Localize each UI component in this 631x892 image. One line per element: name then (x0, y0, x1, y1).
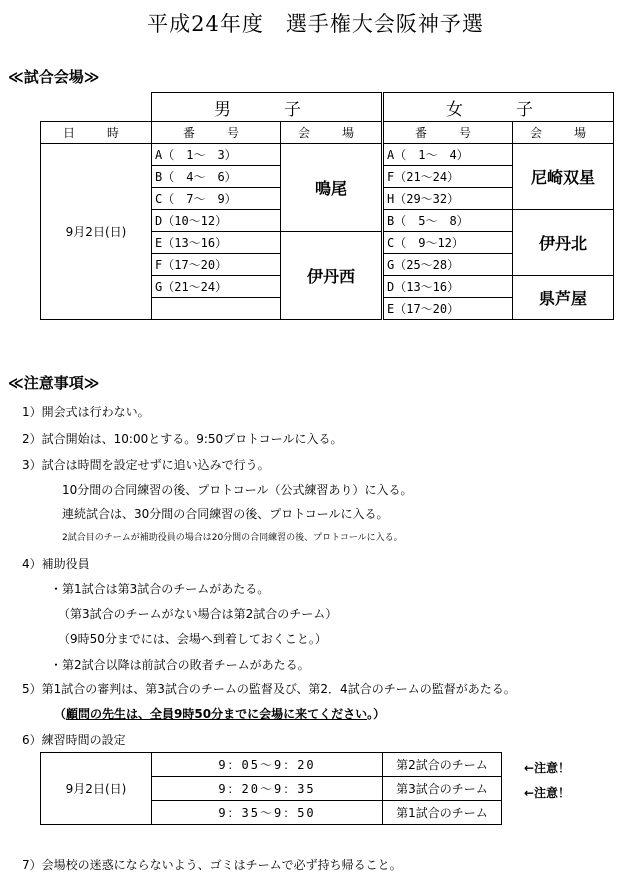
men-col-venue-header: 会 場 (281, 122, 383, 144)
match-date: 9月2日(日) (41, 144, 152, 320)
note-1: 1）開会式は行わない。 (22, 405, 150, 419)
women-group-row: E（17～20） (383, 298, 513, 320)
men-group-row: D（10～12） (152, 210, 281, 232)
col-date-header: 日 時 (41, 122, 152, 144)
practice-team: 第2試合のチーム (383, 753, 502, 777)
practice-time: 9：20～9：35 (152, 777, 383, 801)
women-venue: 県芦屋 (513, 276, 614, 320)
men-group-row: C（ 7～ 9） (152, 188, 281, 210)
women-group-row: C（ 9～12） (383, 232, 513, 254)
practice-date: 9月2日(日) (41, 753, 152, 825)
women-group-row: A（ 1～ 4） (383, 144, 513, 166)
note-2: 2）試合開始は、10:00とする。9:50プロトコールに入る。 (22, 432, 343, 446)
women-venue: 尼崎双星 (513, 144, 614, 210)
women-header: 女 子 (383, 93, 614, 122)
venues-heading: ≪試合会場≫ (8, 68, 100, 86)
women-col-venue-header: 会 場 (513, 122, 614, 144)
note-3a: 10分間の合同練習の後、プロトコール（公式練習あり）に入る。 (62, 483, 413, 497)
practice-team: 第3試合のチーム (383, 777, 502, 801)
practice-time: 9：35～9：50 (152, 801, 383, 825)
note-4: 4）補助役員 (22, 557, 90, 571)
men-header: 男 子 (152, 93, 383, 122)
practice-team: 第1試合のチーム (383, 801, 502, 825)
note-4b: （第3試合のチームがない場合は第2試合のチーム） (58, 607, 338, 621)
blank-cell (41, 93, 152, 122)
note-3c: 2試合目のチームが補助役員の場合は20分間の合同練習の後、プロトコールに入る。 (62, 533, 403, 543)
women-venue: 伊丹北 (513, 210, 614, 276)
note-7: 7）会場校の迷惑にならないよう、ゴミはチームで必ず持ち帰ること。 (22, 858, 402, 872)
men-group-row (152, 298, 281, 320)
men-venue: 鳴尾 (281, 144, 383, 232)
note-4a: ・第1試合は第3試合のチームがあたる。 (50, 582, 270, 596)
women-group-row: B（ 5～ 8） (383, 210, 513, 232)
venues-table (40, 92, 614, 320)
warning-label: ←注意！ (524, 761, 571, 775)
men-group-row: E（13～16） (152, 232, 281, 254)
women-group-row: D（13～16） (383, 276, 513, 298)
women-group-row: H（29～32） (383, 188, 513, 210)
men-group-row: B（ 4～ 6） (152, 166, 281, 188)
note-4c: （9時50分までには、会場へ到着しておくこと。） (58, 632, 327, 646)
note-5: 5）第1試合の審判は、第3試合のチームの監督及び、第2．4試合のチームの監督があたる。 (22, 682, 516, 696)
notes-heading: ≪注意事項≫ (8, 374, 100, 392)
women-group-row: F（21～24） (383, 166, 513, 188)
note-3: 3）試合は時間を設定せずに追い込みで行う。 (22, 458, 270, 472)
men-venue: 伊丹西 (281, 232, 383, 320)
men-col-num-header: 番 号 (152, 122, 281, 144)
note-4d: ・第2試合以降は前試合の敗者チームがあたる。 (50, 658, 310, 672)
men-group-row: A（ 1～ 3） (152, 144, 281, 166)
note-5a: （顧問の先生は、全員9時50分までに会場に来てください。） (54, 707, 386, 721)
advisor-notice: 顧問の先生は、全員9時50分までに会場に来てください (66, 707, 368, 721)
practice-time: 9：05～9：20 (152, 753, 383, 777)
women-group-row: G（25～28） (383, 254, 513, 276)
page-title: 平成24年度 選手権大会阪神予選 (147, 12, 484, 36)
note-6: 6）練習時間の設定 (22, 733, 126, 747)
men-group-row: G（21～24） (152, 276, 281, 298)
practice-table (40, 752, 502, 825)
note-3b: 連続試合は、30分間の合同練習の後、プロトコールに入る。 (62, 507, 389, 521)
women-col-num-header: 番 号 (383, 122, 513, 144)
warning-label: ←注意！ (524, 786, 571, 800)
men-group-row: F（17～20） (152, 254, 281, 276)
